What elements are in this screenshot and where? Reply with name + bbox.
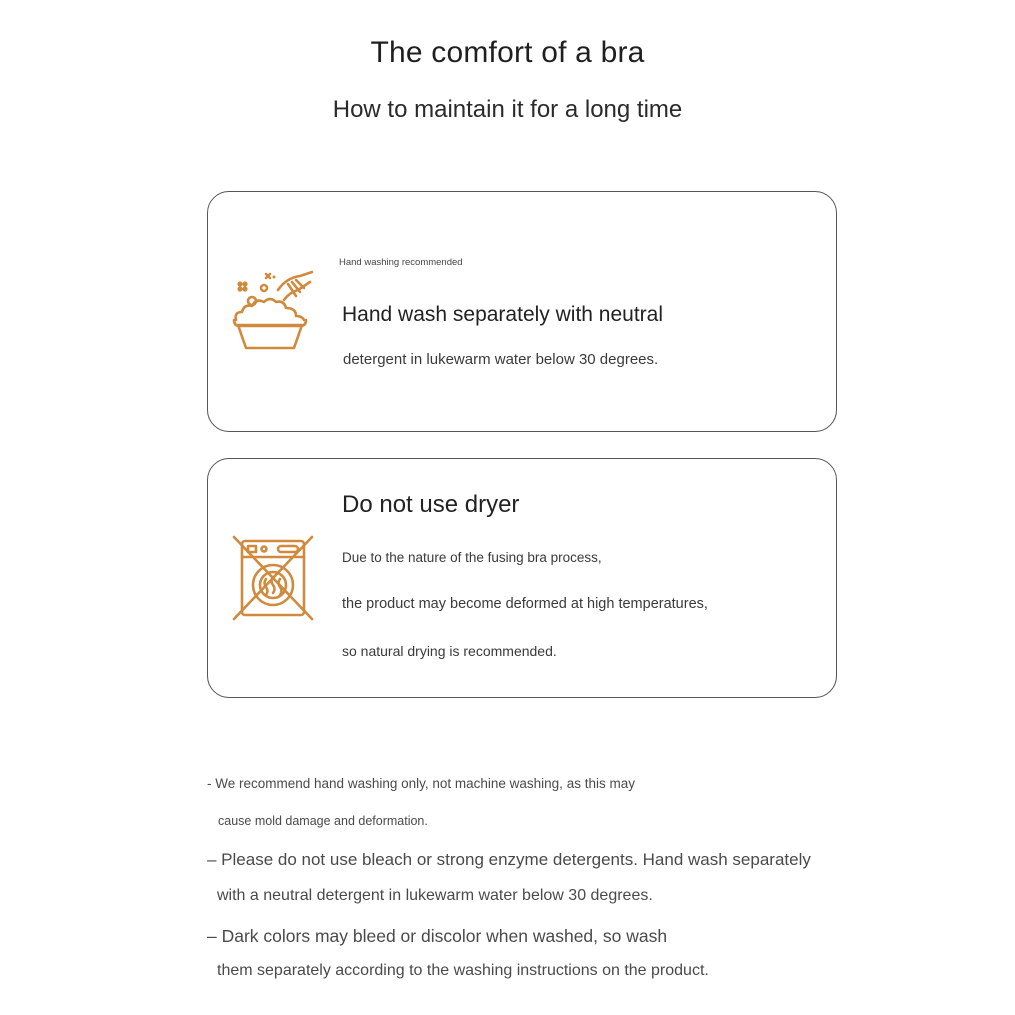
hand-wash-body: detergent in lukewarm water below 30 degrees. bbox=[343, 351, 659, 368]
no-dryer-card bbox=[207, 458, 837, 698]
no-dryer-icon bbox=[232, 535, 316, 621]
page-title: The comfort of a bra bbox=[370, 36, 645, 69]
note-line-2: cause mold damage and deformation. bbox=[218, 814, 428, 828]
no-dryer-line-1: Due to the nature of the fusing bra process, bbox=[342, 550, 602, 565]
no-dryer-line-2: the product may become deformed at high temperatures, bbox=[342, 596, 708, 612]
note-line-3: – Please do not use bleach or strong enzyme detergents. Hand wash separately bbox=[207, 850, 811, 869]
hand-wash-basin-icon bbox=[230, 270, 316, 352]
no-dryer-line-3: so natural drying is recommended. bbox=[342, 643, 557, 659]
note-line-6: them separately according to the washing instructions on the product. bbox=[217, 962, 709, 979]
no-dryer-heading: Do not use dryer bbox=[342, 491, 520, 518]
note-line-5: – Dark colors may bleed or discolor when washed, so wash bbox=[207, 926, 668, 946]
hand-wash-label: Hand washing recommended bbox=[339, 257, 463, 268]
note-line-1: - We recommend hand washing only, not machine washing, as this may bbox=[207, 776, 635, 791]
hand-wash-card bbox=[207, 191, 837, 432]
note-line-4: with a neutral detergent in lukewarm water below 30 degrees. bbox=[217, 887, 653, 904]
page-subtitle: How to maintain it for a long time bbox=[332, 96, 683, 123]
hand-wash-heading: Hand wash separately with neutral bbox=[342, 303, 664, 326]
